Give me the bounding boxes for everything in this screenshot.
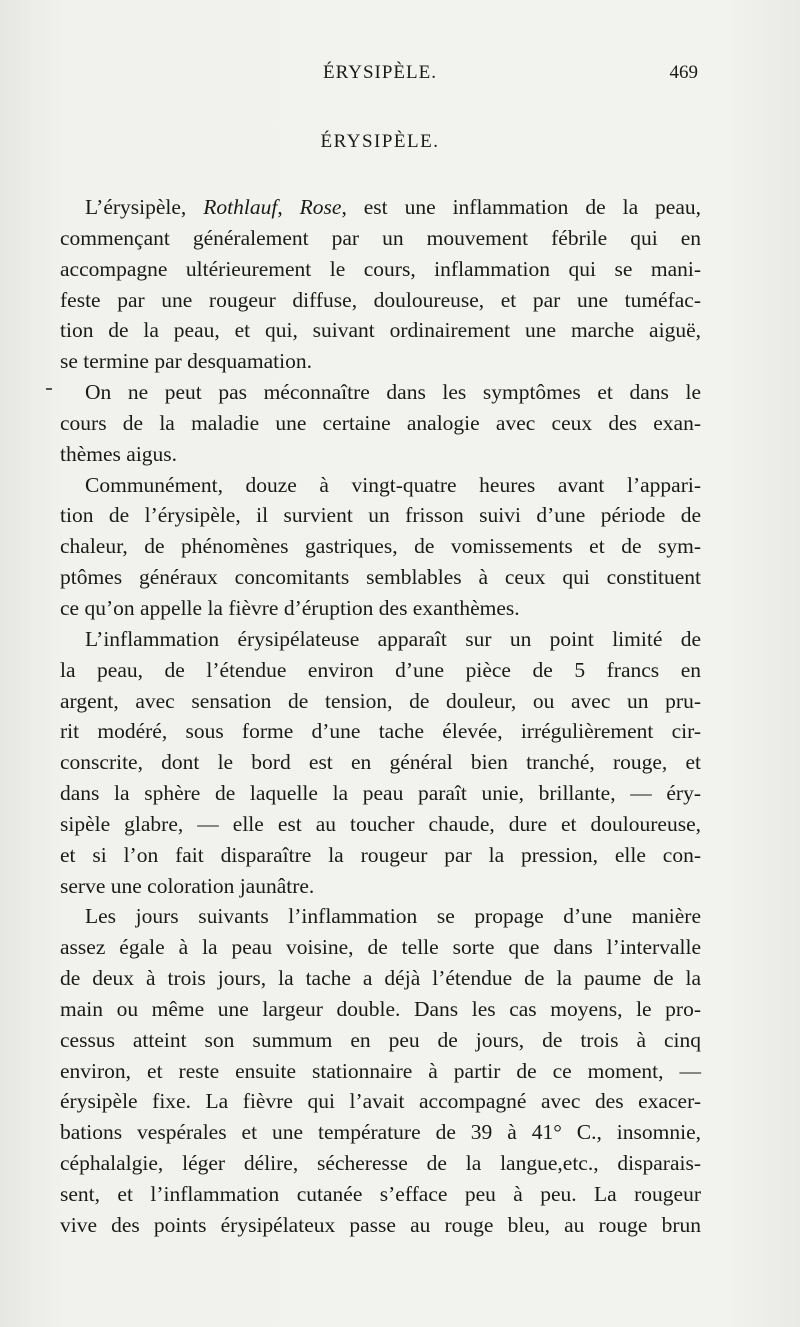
text-line [60,470,701,501]
text-run: ptômes généraux concomitants semblables à ceux qui constituent [60,565,701,590]
chapter-title: ÉRYSIPÈLE. [320,131,440,152]
text-line [60,809,701,840]
text-line [60,901,701,932]
text-line [60,1179,701,1210]
text-run: conscrite, dont le bord est en général bien tranché, rouge, et [60,750,701,775]
text-run: ce qu’on appelle la fièvre d’éruption des exanthèmes. [60,595,520,620]
body-text [60,192,701,1241]
text-line [60,315,701,346]
text-run: cours de la maladie une certaine analogie avec ceux des exan- [60,410,701,435]
text-line [60,1086,701,1117]
text-run: sipèle glabre, — elle est au toucher chaude, dure et douloureuse, [60,811,701,836]
paragraph [60,624,701,902]
text-line [60,1148,701,1179]
text-run: se termine par desquamation. [60,349,312,374]
text-line [60,531,701,562]
text-run: , est une inflammation de la peau, [341,195,702,219]
paragraph [60,192,701,377]
text-line [60,1025,701,1056]
text-line [60,500,701,531]
text-run: L’inflammation érysipélateuse apparaît sur un point limité de [85,626,701,651]
text-run: commençant généralement par un mouvement fébrile qui en [60,225,701,250]
text-line [60,439,701,470]
text-line [60,1210,701,1241]
text-run: On ne peut pas méconnaître dans les symptômes et dans le [85,380,701,405]
text-line [60,254,701,285]
text-line [60,932,701,963]
text-line [60,1056,701,1087]
text-run: environ, et reste ensuite stationnaire à partir de ce moment, — [60,1058,701,1083]
text-line [60,223,701,254]
text-run: , [277,195,300,219]
text-line [60,624,701,655]
text-run: tion de l’érysipèle, il survient un frisson suivi d’une période de [60,503,701,528]
text-run: sent, et l’inflammation cutanée s’efface peu à peu. La rougeur [60,1182,701,1206]
text-run: cessus atteint son summum en peu de jours, de trois à cinq [60,1027,701,1052]
text-run: argent, avec sensation de tension, de douleur, ou avec un pru- [60,688,701,713]
text-run: Les jours suivants l’inflammation se propage d’une manière [85,904,701,929]
text-run: rit modéré, sous forme d’une tache élevée, irrégulièrement cir- [60,719,701,744]
paragraph [60,470,701,624]
text-run: bations vespérales et une température de 39 à 41° C., insomnie, [60,1120,701,1145]
text-line [60,377,701,408]
page-number: 469 [669,62,698,83]
text-run: érysipèle fixe. La fièvre qui l’avait accompagné avec des exacer- [60,1089,701,1114]
italic-term: Rothlauf [203,195,278,219]
text-line [60,285,701,316]
text-line [60,655,701,686]
text-run: L’érysipèle, [85,195,204,219]
text-run: chaleur, de phénomènes gastriques, de vomissements et de sym- [60,534,701,559]
text-line [60,593,701,624]
text-run: la peau, de l’étendue environ d’une pièce de 5 francs en [60,657,701,682]
italic-term: Rose [299,195,342,219]
text-run: serve une coloration jaunâtre. [60,873,315,898]
text-line [60,192,701,223]
text-run: main ou même une largeur double. Dans les cas moyens, le pro- [60,996,701,1021]
text-line [60,562,701,593]
margin-mark [46,388,52,390]
text-line [60,408,701,439]
running-head [60,58,700,88]
text-line [60,346,701,377]
text-line [60,994,701,1025]
text-line [60,747,701,778]
text-run: et si l’on fait disparaître la rougeur par la pression, elle con- [60,842,701,867]
text-line [60,686,701,717]
text-line [60,1117,701,1148]
text-line [60,778,701,809]
text-run: assez égale à la peau voisine, de telle sorte que dans l’intervalle [60,935,701,960]
text-line [60,963,701,994]
text-run: dans la sphère de laquelle la peau paraît unie, brillante, — éry- [60,781,701,806]
text-line [60,840,701,871]
text-run: de deux à trois jours, la tache a déjà l’étendue de la paume de la [60,966,701,991]
text-line [60,716,701,747]
text-line [60,871,701,902]
text-run: tion de la peau, et qui, suivant ordinairement une marche aiguë, [60,318,701,343]
paragraph [60,377,701,470]
paragraph [60,901,701,1240]
text-run: Communément, douze à vingt-quatre heures avant l’appari- [85,472,701,497]
text-run: accompagne ultérieurement le cours, inflammation qui se mani- [60,256,701,281]
text-run: thèmes aigus. [60,441,178,466]
text-run: céphalalgie, léger délire, sécheresse de la langue,etc., disparais- [60,1151,701,1176]
running-title: ÉRYSIPÈLE. [323,62,437,83]
text-run: feste par une rougeur diffuse, douloureuse, et par une tuméfac- [60,287,701,312]
text-run: vive des points érysipélateux passe au rouge bleu, au rouge brun [60,1212,701,1237]
